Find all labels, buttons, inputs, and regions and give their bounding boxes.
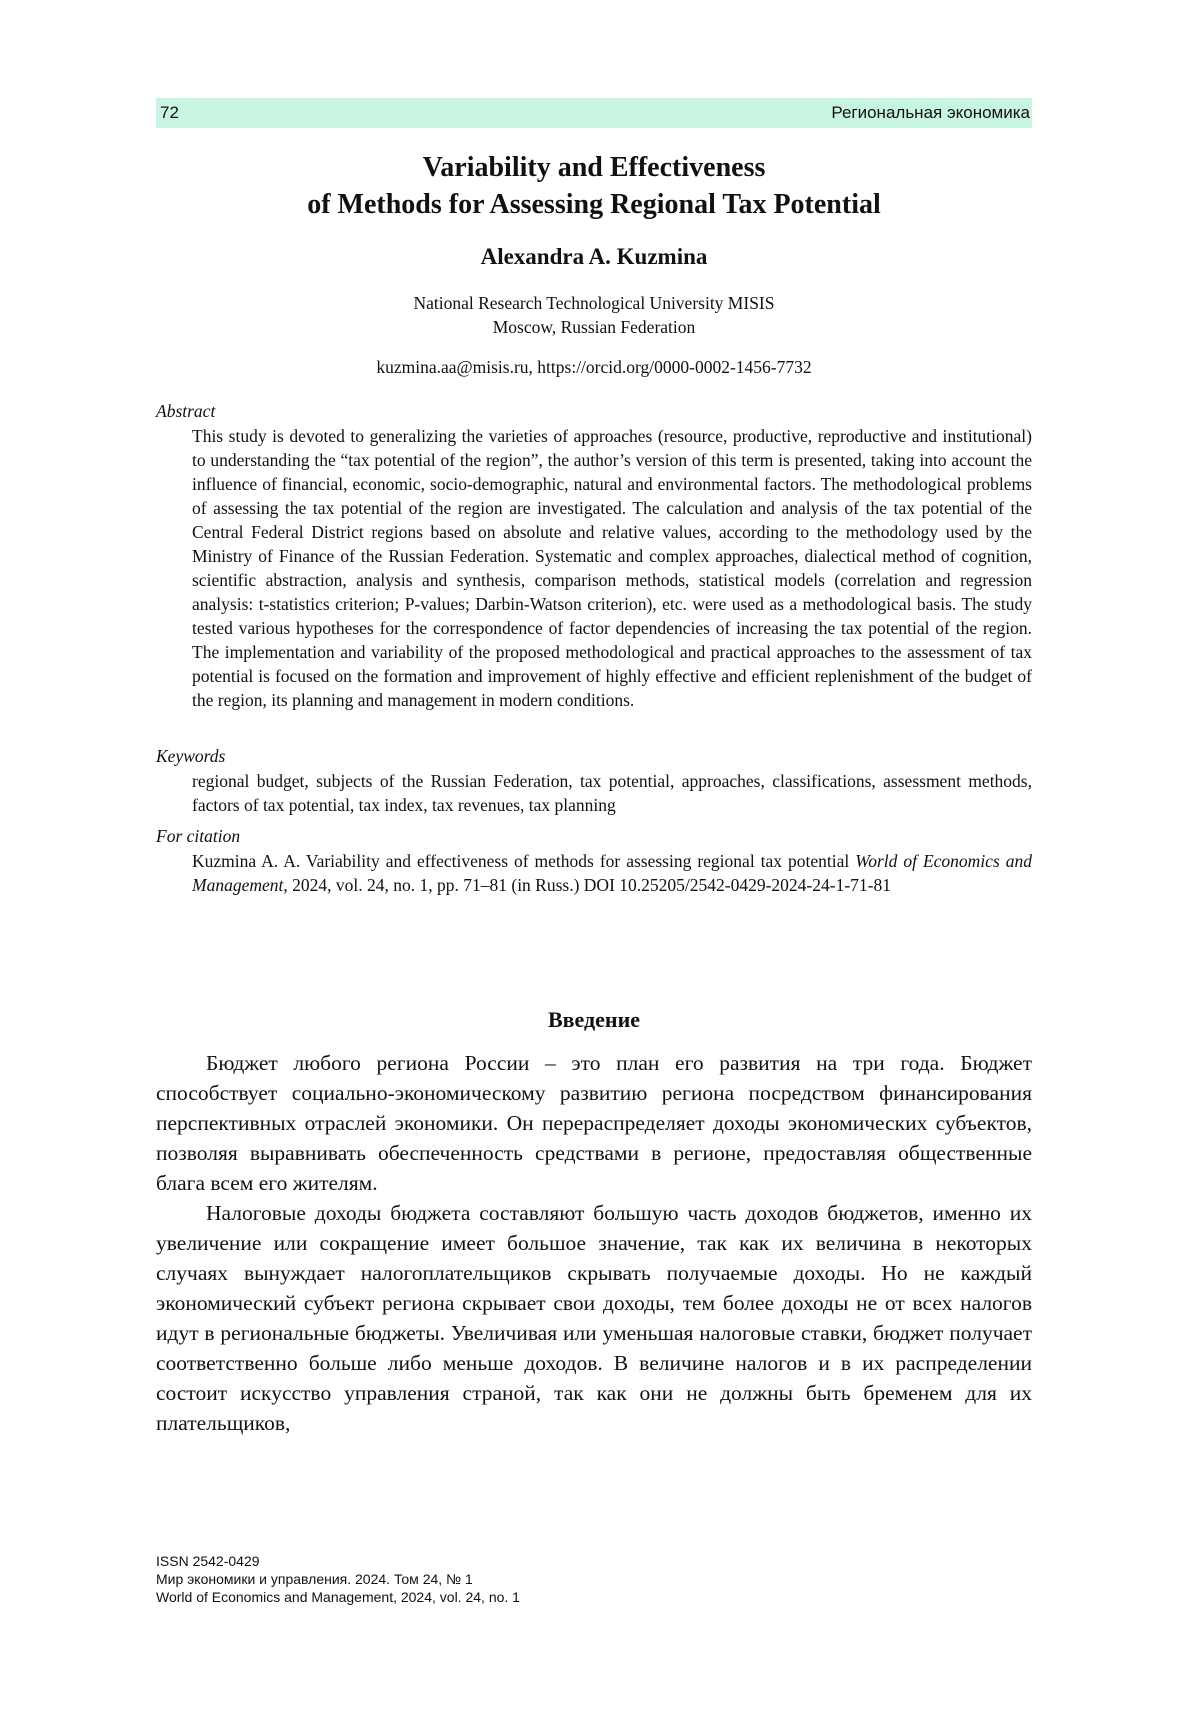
title-line-2: of Methods for Assessing Regional Tax Potential [307,189,881,220]
article-title [156,149,1032,223]
abstract-text: This study is devoted to generalizing the varieties of approaches (resource, productive, reproductive and institutional) to understanding the “tax potential of the region”, the author’s version of this term is presented, taking into account the influence of financial, economic, socio-demographic, natural and environmental factors. The methodological problems of assessing the tax potential of the region are investigated. The calculation and analysis of the tax potential of the Central Federal District regions based on absolute and relative values, according to the methodology used by the Ministry of Finance of the Russian Federation. Systematic and complex approaches, dialectical method of cognition, scientific abstraction, analysis and synthesis, comparison methods, statistical models (correlation and regression analysis: t-statistics criterion; P-values; Darbin-Watson criterion), etc. were used as a methodological basis. The study tested various hypotheses for the correspondence of factor dependencies of increasing the tax potential of the region. The implementation and variability of the proposed methodological and practical approaches to the assessment of tax potential is focused on the formation and improvement of highly effective and efficient replenishment of the budget of the region, its planning and management in modern conditions. [192,426,1032,710]
citation-journal: World of Economics and Management [192,851,1032,895]
footer-journal-en: World of Economics and Management, 2024, vol. 24, no. 1 [156,1589,520,1605]
footer-issn: ISSN 2542-0429 [156,1553,260,1569]
author-name: Alexandra A. Kuzmina [480,244,708,269]
affiliation-location: Moscow, Russian Federation [492,317,696,337]
introduction-paragraph-2: Налоговые доходы бюджета составляют большую часть доходов бюджетов, именно их увеличение или сокращение имеет большое значение, так как их величина в некоторых случаях вынуждает налогоплательщиков скрывать получаемые доходы. Но не каждый экономический субъект региона скрывает свои доходы, тем более доходы не от всех налогов идут в региональные бюджеты. Увеличивая или уменьшая налоговые ставки, бюджет получает соответственно больше либо меньше доходов. В величине налогов и в их распределении состоит искусство управления страной, так как они не должны быть бременем для их плательщиков, [156,1201,1032,1435]
page-footer [156,1552,520,1606]
introduction-paragraph-1: Бюджет любого региона России – это план его развития на три года. Бюджет способствует социально-экономическому развитию региона посредством финансирования перспективных отраслей экономики. Он перераспределяет доходы экономических субъектов, позволяя выравнивать обеспеченность средствами в регионе, предоставляя общественные блага всем его жителям. [156,1051,1032,1195]
keywords-label: Keywords [156,746,226,766]
author-contacts: kuzmina.aa@misis.ru, https://orcid.org/0000-0002-1456-7732 [376,357,812,377]
citation-label: For citation [156,826,241,846]
page-number: 72 [160,103,179,122]
journal-section-name: Региональная экономика [831,103,1030,122]
keywords-text: regional budget, subjects of the Russian Federation, tax potential, approaches, classifications, assessment methods, factors of tax potential, tax index, tax revenues, tax planning [192,771,1032,815]
citation-text [192,849,1032,897]
affiliation-institution: National Research Technological University MISIS [413,293,775,313]
abstract-label: Abstract [156,401,216,421]
title-line-1: Variability and Effectiveness [422,152,766,183]
introduction-heading: Введение [547,1007,641,1032]
running-header [156,98,1032,128]
affiliation [156,291,1032,339]
citation-details: , 2024, vol. 24, no. 1, pp. 71–81 (in Russ.) DOI 10.25205/2542-0429-2024-24-1-71-81 [283,875,891,895]
citation-authors-title: Kuzmina A. A. Variability and effectiveness of methods for assessing regional tax potential [192,851,856,871]
footer-journal-ru: Мир экономики и управления. 2024. Том 24, № 1 [156,1571,473,1587]
